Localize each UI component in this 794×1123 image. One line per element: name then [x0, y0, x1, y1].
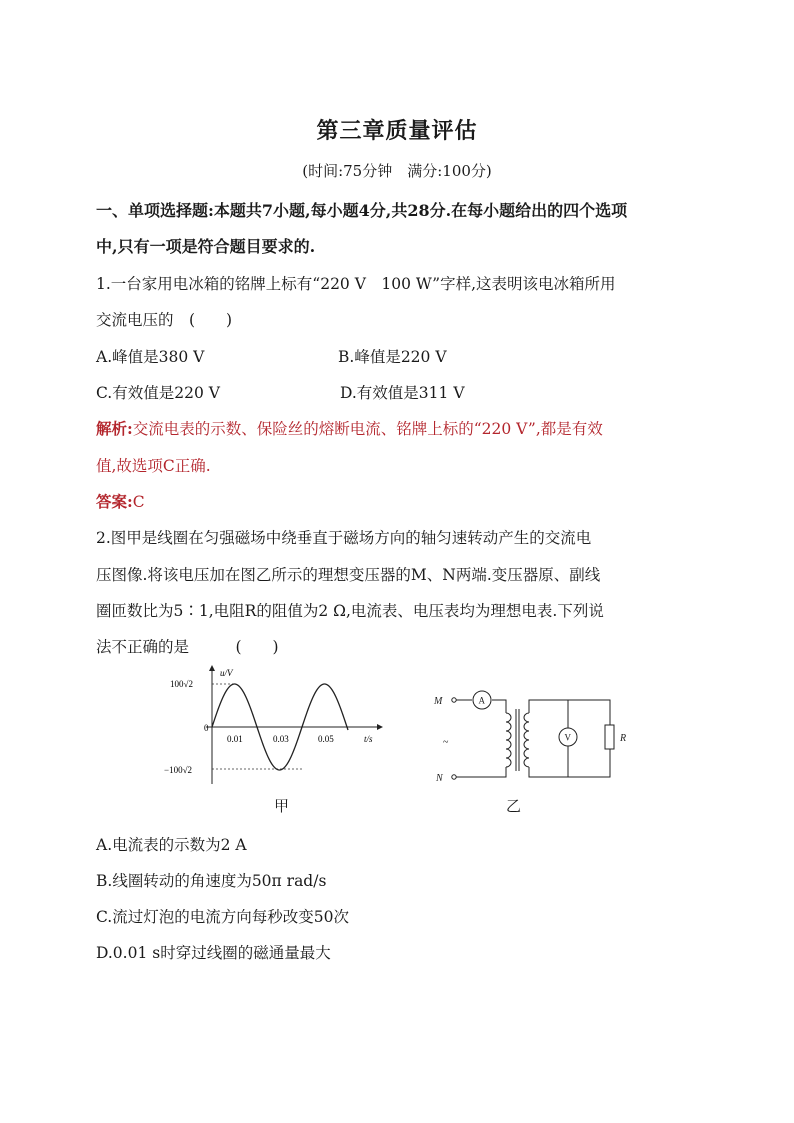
q1-option-b: B.峰值是220 V [338, 348, 447, 366]
q1-analysis-line2: 值,故选项C正确. [96, 457, 211, 475]
x-axis-label: t/s [364, 734, 373, 744]
terminal-m-label: M [434, 696, 443, 707]
q1-option-c: C.有效值是220 V [96, 384, 220, 402]
terminal-n-node [452, 775, 456, 779]
q2-stem-line1: 2.图甲是线圈在匀强磁场中绕垂直于磁场方向的轴匀速转动产生的交流电 [96, 529, 592, 547]
terminal-m-node [452, 698, 456, 702]
section-heading-line1: 一、单项选择题:本题共7小题,每小题4分,共28分.在每小题给出的四个选项 [96, 201, 628, 220]
q1-option-d: D.有效值是311 V [340, 384, 465, 402]
q2-option-b: B.线圈转动的角速度为50π rad/s [96, 872, 327, 890]
resistor-box [605, 725, 614, 749]
q2-stem-line3: 圈匝数比为5∶1,电阻R的阻值为2 Ω,电流表、电压表均为理想电表.下列说 [96, 602, 604, 620]
primary-bottom-wire [456, 767, 506, 777]
y-min-label: −100√2 [164, 765, 193, 775]
figure-jia-caption: 甲 [274, 797, 290, 815]
y-axis-label: u/V [220, 668, 233, 678]
q1-stem-line1: 1.一台家用电冰箱的铭牌上标有“220 V 100 W”字样,这表明该电冰箱所用 [96, 275, 616, 293]
ac-source-symbol: ~ [443, 737, 449, 748]
ammeter-label: A [478, 695, 485, 706]
secondary-top-wire [529, 700, 610, 725]
secondary-bottom-wire [529, 749, 610, 777]
figure-jia-waveform [160, 662, 400, 788]
q2-stem-line2: 压图像.将该电压加在图乙所示的理想变压器的M、N两端.变压器原、副线 [96, 566, 601, 584]
answer-value: C [132, 493, 145, 511]
page-title: 第三章质量评估 [316, 118, 478, 144]
figure-yi-circuit [428, 685, 638, 785]
terminal-n-label: N [436, 773, 443, 784]
section-heading-line2: 中,只有一项是符合题目要求的. [96, 237, 316, 256]
q2-stem-line4: 法不正确的是 ( ) [96, 638, 279, 656]
q2-option-a: A.电流表的示数为2 A [96, 836, 247, 854]
secondary-coil [524, 713, 529, 767]
exam-info: (时间:75分钟 满分:100分) [302, 162, 492, 180]
q1-option-a: A.峰值是380 V [96, 348, 205, 366]
q1-analysis-line1 [96, 417, 603, 439]
analysis-label: 解析: [96, 419, 133, 438]
q1-answer [96, 490, 145, 512]
q1-stem-line2: 交流电压的 ( ) [96, 311, 233, 329]
figure-yi-caption: 乙 [506, 797, 522, 815]
answer-label: 答案: [96, 492, 133, 511]
q2-option-c: C.流过灯泡的电流方向每秒改变50次 [96, 908, 349, 926]
voltmeter-label: V [564, 732, 571, 743]
analysis-text-line1: 交流电表的示数、保险丝的熔断电流、铭牌上标的“220 V”,都是有效 [132, 420, 603, 438]
x-tick-0.01: 0.01 [227, 734, 243, 744]
origin-label: 0 [204, 723, 209, 733]
y-max-label: 100√2 [170, 679, 193, 689]
x-tick-0.05: 0.05 [318, 734, 334, 744]
primary-coil [506, 713, 511, 767]
q2-option-d: D.0.01 s时穿过线圈的磁通量最大 [96, 944, 331, 962]
resistor-label: R [620, 733, 627, 744]
x-tick-0.03: 0.03 [273, 734, 289, 744]
